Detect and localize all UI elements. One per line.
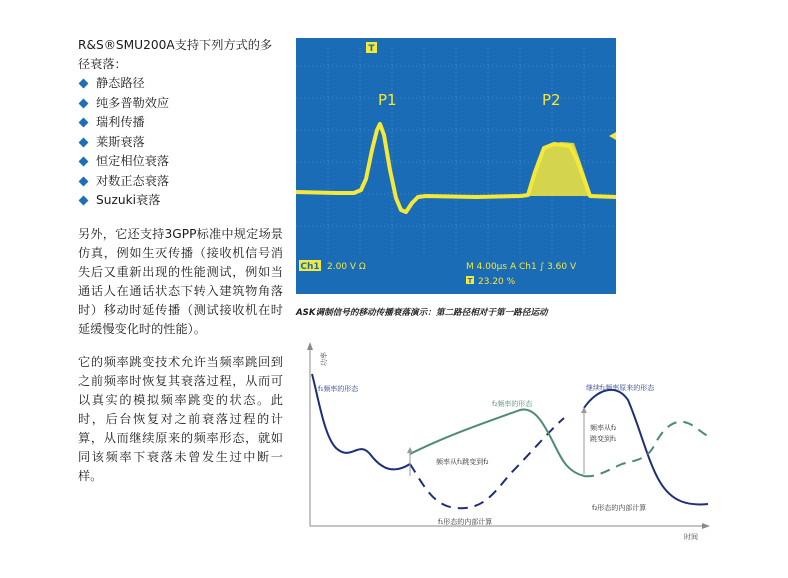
paragraph-scenarios: 另外，它还支持3GPP标准中规定场景仿真，例如生灭传播（接收机信号消失后又重新出现的性能测试，例如当通话人在通话状态下转入建筑物角落时）移动时延传播（测试接收机在时延缓慢变化时的性能）。: [78, 226, 283, 336]
list-item: 恒定相位衰落: [78, 152, 283, 172]
paragraph-frequency-hopping: 它的频率跳变技术允许当频率跳回到之前频率时恢复其衰落过程，从而可以真实的模拟频率跳变的状态。此时，后台恢复对之前衰落过程的计算，从而继续原来的频率形态，就如同该频率下衰落未曾发生过中断一样。: [78, 354, 283, 483]
diamond-bullet-icon: [79, 196, 89, 206]
oscilloscope-screen: [296, 38, 616, 294]
diamond-bullet-icon: [79, 176, 89, 186]
diamond-bullet-icon: [79, 137, 89, 147]
x-axis-label: 时间: [684, 533, 698, 541]
channel-scale: 2.00 V Ω: [327, 262, 366, 272]
frequency-hopping-diagram: [296, 336, 736, 550]
label-f2-shape: f₂频率的形态: [492, 400, 533, 408]
label-f1-internal: f₁形态的内部计算: [438, 518, 493, 526]
list-item: 对数正态衰落: [78, 172, 283, 192]
label-f2-internal: f₂形态的内部计算: [592, 504, 647, 512]
diamond-bullet-icon: [79, 98, 89, 108]
hopping-diagram-svg: [296, 336, 736, 550]
diamond-bullet-icon: [79, 157, 89, 167]
label-hop-f2-to-f1-line2: 跳变到f₁: [590, 435, 617, 443]
diamond-bullet-icon: [79, 118, 89, 128]
x-axis-arrow-icon: [702, 523, 710, 529]
left-text-column: [78, 36, 283, 486]
y-axis-label: 功率: [320, 352, 328, 366]
y-axis-arrow-icon: [307, 342, 313, 350]
list-item: 静态路径: [78, 74, 283, 94]
trigger-marker-text: T: [368, 44, 375, 54]
list-item: 纯多普勒效应: [78, 94, 283, 114]
intro-text: R&S®SMU200A支持下列方式的多径衰落：: [78, 38, 273, 71]
trigger-position-marker: T: [467, 277, 473, 285]
timebase-readout: M 4.00µs A Ch1 ∫ 3.60 V: [466, 262, 577, 272]
list-item: 莱斯衰落: [78, 133, 283, 153]
list-item: Suzuki衰落: [78, 191, 283, 211]
label-hop-f2-to-f1-line1: 频率从f₂: [590, 424, 617, 432]
label-continue-f1: 继续f₁频率原来的形态: [586, 384, 655, 392]
channel-label: Ch1: [300, 262, 320, 272]
list-item: 瑞利传播: [78, 113, 283, 133]
oscilloscope-svg: [296, 38, 616, 294]
fading-list: [78, 74, 283, 211]
f1-curve-continued: [584, 390, 708, 505]
label-f1-shape: f₁频率的形态: [318, 385, 359, 393]
f2-curve: [410, 410, 584, 476]
diamond-bullet-icon: [79, 79, 89, 89]
pulse-label-p1: P1: [378, 91, 397, 109]
label-hop-f1-to-f2: 频率从f₁跳变到f₂: [436, 458, 489, 466]
trigger-position-readout: 23.20 %: [478, 277, 516, 287]
scope-caption: ASK调制信号的移动传播衰落演示：第二路径相对于第一路径运动: [296, 308, 548, 318]
pulse-label-p2: P2: [542, 91, 561, 109]
